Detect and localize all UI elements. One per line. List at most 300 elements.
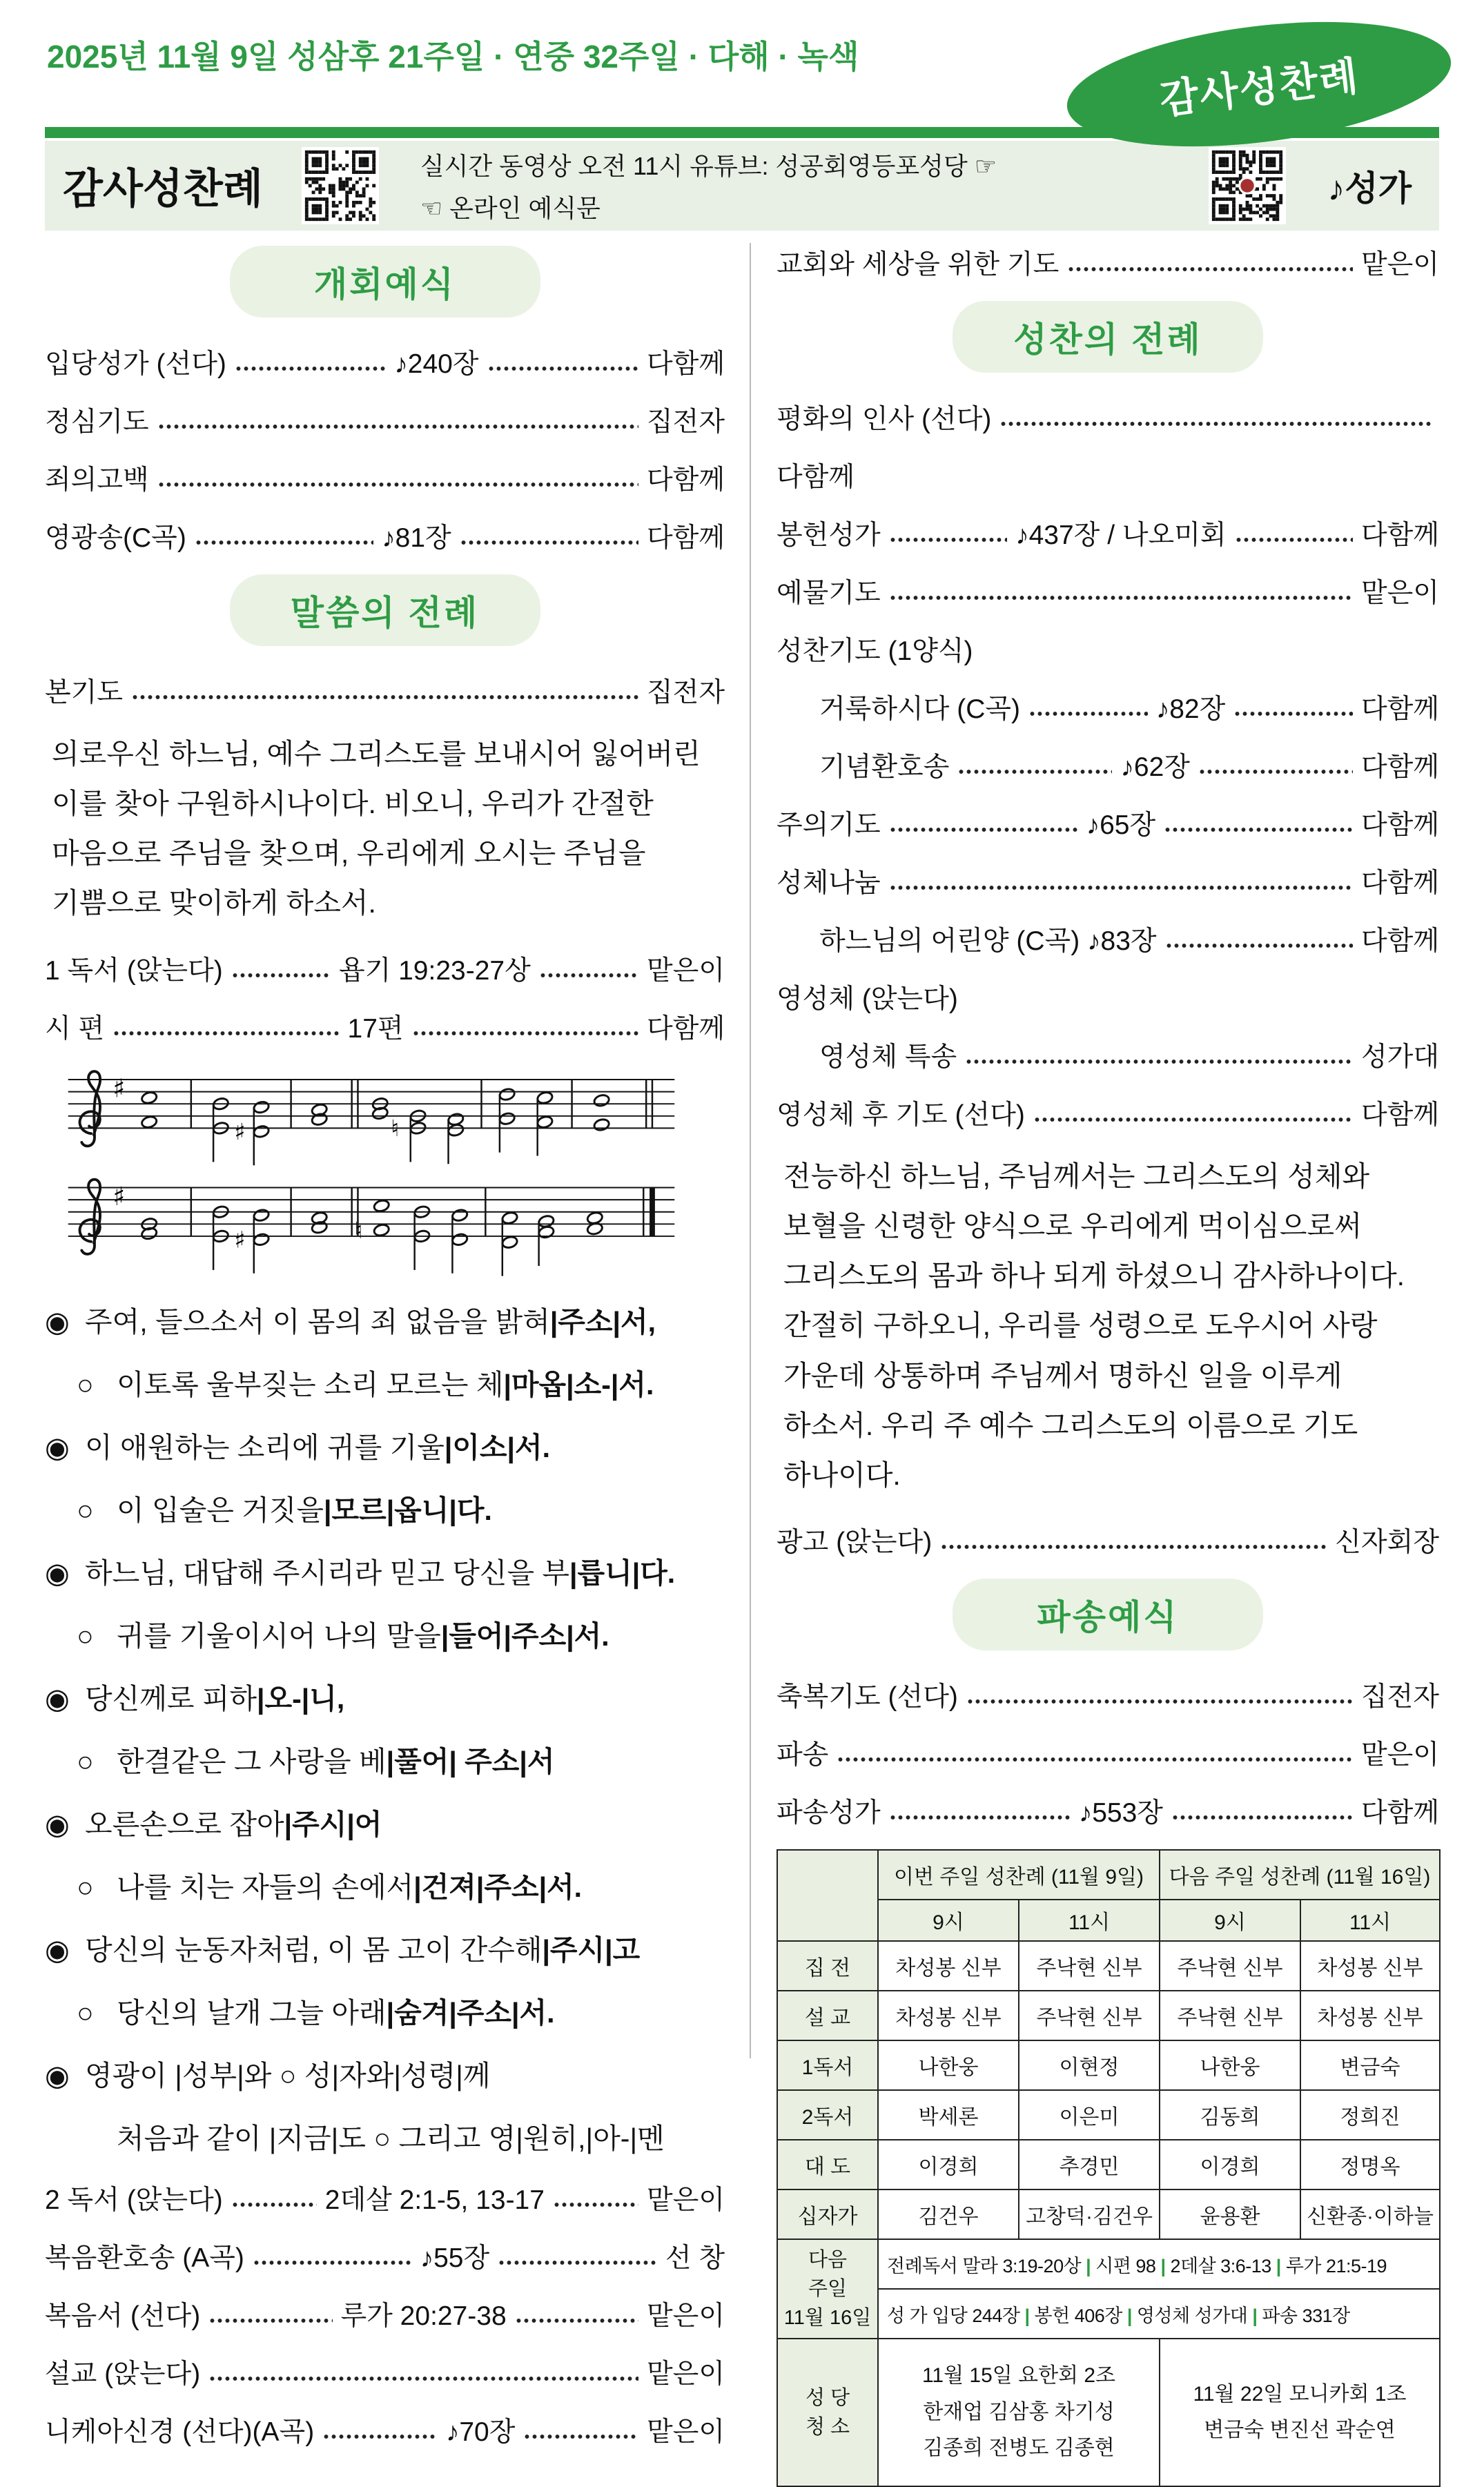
liturgy-minister: 선 창 (665, 2243, 725, 2273)
dot-leader (889, 537, 1007, 543)
liturgy-item-label: 봉헌성가 (777, 520, 881, 550)
table-group-header: 이번 주일 성찬례 (11월 9일) (878, 1850, 1160, 1900)
liturgy-row (45, 516, 725, 555)
dot-leader (208, 2376, 638, 2381)
table-row (777, 2140, 1440, 2189)
cleaning-label (777, 2339, 878, 2486)
reading-ref: 루가 21:5-19 (1285, 2255, 1387, 2276)
cleaning-team-line: 11월 15일 요한회 2조 (921, 2364, 1116, 2388)
dot-leader (1198, 769, 1353, 774)
duty-table (777, 1849, 1441, 2487)
duty-person-cell: 추경민 (1019, 2140, 1160, 2189)
duty-person-cell: 차성봉 신부 (878, 1991, 1019, 2040)
psalm-bullet-icon: ◉ (45, 1682, 70, 1715)
liturgy-minister: 다함께 (1360, 1798, 1440, 1828)
dot-leader (1028, 711, 1148, 716)
svg-text:♯: ♯ (234, 1226, 246, 1254)
liturgy-row (45, 2410, 725, 2449)
liturgy-plain-line: 성찬기도 (1양식) (777, 636, 973, 666)
liturgy-row (777, 243, 1439, 282)
liturgy-row (777, 803, 1439, 842)
dot-leader (1067, 266, 1353, 272)
liturgy-item-label: 주의기도 (777, 810, 881, 840)
dot-leader (889, 885, 1353, 890)
psalm-bullet-icon: ○ (77, 1996, 94, 2029)
liturgy-item-label: 니케아신경 (선다)(A곡) (45, 2417, 315, 2447)
cleaning-team-line: 김종희 전병도 김종현 (923, 2437, 1115, 2460)
liturgy-minister: 다함께 (1360, 694, 1439, 724)
liturgy-minister: 집전자 (646, 678, 725, 708)
liturgy-item-label: 영성체 특송 (819, 1042, 957, 1072)
table-group-header-row (777, 1850, 1440, 1900)
cleaning-team-line: 11월 22일 모니카회 1조 (1193, 2382, 1407, 2406)
duty-person-cell: 주낙현 신부 (1160, 1941, 1300, 1991)
liturgy-item-label: 정심기도 (45, 407, 149, 437)
psalm-verse-line (45, 1425, 725, 1465)
dot-leader (231, 973, 331, 978)
dot-leader (131, 694, 638, 700)
dot-leader (157, 482, 638, 487)
psalm-bullet-icon: ◉ (45, 1557, 70, 1589)
liturgy-item-label: 파송 (777, 1740, 829, 1771)
liturgy-hymn-number: 루가 20:27-38 (340, 2301, 507, 2331)
table-group-header: 다음 주일 성찬례 (11월 16일) (1160, 1850, 1440, 1900)
psalm-chant-bold: |모르|옵니|다. (324, 1494, 492, 1526)
liturgy-item-label: 설교 (앉는다) (45, 2359, 201, 2389)
dot-leader (1033, 1117, 1353, 1122)
table-time-header: 11시 (1300, 1900, 1440, 1941)
dot-leader (940, 1544, 1327, 1550)
prayer-line: 보혈을 신령한 양식으로 우리에게 먹이심으로써 (783, 1210, 1362, 1242)
reading-ref: 시편 98 (1095, 2255, 1156, 2276)
liturgy-row (777, 919, 1439, 958)
psalm-bullet-icon: ◉ (45, 1431, 70, 1463)
live-stream-line: 실시간 동영상 오전 11시 유튜브: 성공회영등포성당 ☞ (420, 152, 997, 180)
liturgy-hymn-number: ♪437장 / 나오미회 (1015, 520, 1227, 550)
prayer-line: 마음으로 주님을 찾으며, 우리에게 오시는 주님을 (52, 837, 646, 870)
green-separator: | (1160, 2255, 1166, 2276)
section-header-label: 파송예식 (1037, 1598, 1179, 1637)
liturgy-minister: 신자회장 (1335, 1528, 1439, 1558)
green-separator: | (1126, 2305, 1132, 2326)
table-time-header: 11시 (1019, 1900, 1160, 1941)
duty-person-cell: 정희진 (1300, 2090, 1440, 2140)
dot-leader (889, 1815, 1071, 1820)
liturgy-minister: 다함께 (1360, 752, 1439, 782)
duty-role-label: 1독서 (777, 2040, 878, 2090)
liturgy-item-label: 기념환호송 (819, 752, 950, 782)
liturgy-minister: 맡은이 (646, 2359, 725, 2389)
psalm-text: 이토록 울부짖는 소리 모르는 체 (117, 1368, 504, 1401)
psalm-chant-bold: |주시|고 (542, 1933, 641, 1966)
liturgy-hymn-number: ♪553장 (1078, 1798, 1163, 1828)
psalm-text: 당신의 날개 그늘 아래 (117, 1996, 387, 2029)
cleaning-label-line: 청 소 (805, 2416, 850, 2439)
liturgy-item-label: 평화의 인사 (선다) (777, 404, 992, 434)
next-week-readings-row (777, 2239, 1440, 2289)
section-header-label: 말씀의 전례 (290, 594, 480, 632)
left-column (45, 243, 725, 2468)
column-divider (750, 243, 751, 2058)
duty-person-cell: 차성봉 신부 (1300, 1941, 1440, 1991)
liturgy-minister: 맡은이 (646, 2185, 725, 2215)
next-week-readings (878, 2239, 1440, 2289)
liturgy-row (777, 861, 1439, 900)
liturgy-row (777, 398, 1439, 436)
liturgy-row (45, 342, 725, 381)
liturgy-row (777, 687, 1439, 726)
cleaning-team-line: 변금숙 변진선 곽순연 (1204, 2419, 1396, 2442)
dot-leader (253, 2260, 412, 2265)
liturgy-row (777, 1093, 1439, 1132)
liturgy-minister: 다함께 (646, 349, 725, 379)
duty-person-cell: 정명옥 (1300, 2140, 1440, 2189)
next-week-label-line: 11월 16일 (783, 2307, 872, 2330)
liturgy-row (777, 514, 1439, 552)
dot-leader (322, 2434, 438, 2439)
hymn-ref: 파송 331장 (1262, 2305, 1350, 2326)
psalm-chant-staves (61, 1065, 683, 1279)
dot-leader (1233, 711, 1353, 716)
service-info-bar (45, 141, 1439, 231)
duty-role-label: 2독서 (777, 2090, 878, 2140)
liturgy-row (45, 1007, 725, 1046)
dot-leader (1165, 943, 1353, 948)
psalm-verse-line (45, 1990, 725, 2031)
green-separator: | (1024, 2305, 1030, 2326)
reading-ref: 말라 3:19-20상 (962, 2255, 1082, 2276)
prayer-paragraph (52, 729, 725, 928)
liturgy-row (777, 1521, 1439, 1559)
prayer-paragraph (783, 1151, 1439, 1500)
table-row (777, 1941, 1440, 1991)
dot-leader (498, 2260, 657, 2265)
liturgy-row (45, 671, 725, 710)
dot-leader (966, 1699, 1353, 1704)
dot-leader (1235, 537, 1353, 543)
liturgy-minister: 다함께 (646, 465, 725, 495)
svg-text:♯: ♯ (113, 1180, 126, 1211)
liturgy-minister: 집전자 (1360, 1682, 1439, 1713)
liturgy-minister: 다함께 (1360, 926, 1439, 956)
psalm-bullet-icon: ◉ (45, 1808, 70, 1840)
cleaning-team-line: 한재업 김삼홍 차기성 (923, 2400, 1115, 2423)
prayer-line: 이를 찾아 구원하시나이다. 비오니, 우리가 간절한 (52, 788, 654, 820)
liturgy-item-label: 입당성가 (선다) (45, 349, 226, 379)
prayer-line: 가운데 상통하며 주님께서 명하신 일을 이루게 (783, 1359, 1343, 1392)
liturgy-minister: 맡은이 (1360, 1740, 1439, 1771)
hymn-ref: 봉헌 406장 (1034, 2305, 1122, 2326)
duty-person-cell: 이은미 (1019, 2090, 1160, 2140)
liturgy-row (45, 458, 725, 497)
duty-person-cell: 주낙현 신부 (1019, 1991, 1160, 2040)
liturgy-minister: 맡은이 (646, 2417, 725, 2447)
cleaning-label-line: 성 당 (805, 2387, 850, 2410)
psalm-chant-bold: |릅니|다. (569, 1557, 676, 1589)
cleaning-team-cell (1160, 2339, 1440, 2486)
psalm-bullet-icon: ○ (77, 1368, 94, 1401)
psalm-text: 당신의 눈동자처럼, 이 몸 고이 간수해 (85, 1933, 543, 1966)
liturgy-minister: 맡은이 (1360, 578, 1439, 608)
psalm-verse-line (45, 1488, 725, 1528)
liturgy-row (45, 400, 725, 439)
liturgy-hymn-number: 2데살 2:1-5, 13-17 (324, 2185, 545, 2215)
duty-person-cell: 김건우 (878, 2189, 1019, 2239)
duty-role-label: 집 전 (777, 1941, 878, 1991)
liturgy-row (777, 1733, 1439, 1772)
liturgy-item-label: 영성체 후 기도 (선다) (777, 1100, 1025, 1130)
liturgy-row (45, 2178, 725, 2217)
psalm-chant-notation (61, 1065, 725, 1282)
qr-code-online-liturgy-icon (302, 147, 379, 224)
duty-person-cell: 차성봉 신부 (878, 1941, 1019, 1991)
duty-person-cell: 윤용환 (1160, 2189, 1300, 2239)
liturgy-minister: 다함께 (1360, 868, 1439, 898)
prayer-line: 의로우신 하느님, 예수 그리스도를 보내시어 잃어버린 (52, 738, 701, 770)
section-header (230, 246, 540, 318)
liturgy-item-label: 거룩하시다 (C곡) (819, 694, 1021, 724)
liturgy-item-label: 죄의고백 (45, 465, 149, 495)
dot-leader (553, 2202, 638, 2207)
psalm-verse-line (45, 1676, 725, 1717)
table-row (777, 2040, 1440, 2090)
psalm-bullet-icon: ◉ (45, 1933, 70, 1966)
duty-person-cell: 변금숙 (1300, 2040, 1440, 2090)
svg-text:♯: ♯ (234, 1118, 246, 1145)
duty-person-cell: 이경희 (878, 2140, 1019, 2189)
next-week-label-line: 다음 (808, 2249, 848, 2272)
liturgy-item-label: 2 독서 (앉는다) (45, 2185, 223, 2215)
table-corner-cell (777, 1850, 878, 1941)
liturgy-minister: 맡은이 (1360, 250, 1439, 280)
table-time-header: 9시 (1160, 1900, 1300, 1941)
dot-leader (231, 2202, 317, 2207)
psalm-bullet-icon: ◉ (45, 1305, 70, 1338)
dot-leader (208, 2318, 332, 2323)
duty-person-cell: 김동희 (1160, 2090, 1300, 2140)
liturgy-row (777, 1035, 1439, 1074)
liturgy-row (45, 2352, 725, 2391)
psalm-bullet-icon: ○ (77, 1871, 94, 1903)
online-liturgy-line: ☜ 온라인 예식문 (420, 194, 601, 222)
service-title: 감사성찬례 (63, 166, 263, 212)
duty-person-cell: 이경희 (1160, 2140, 1300, 2189)
cleaning-row (777, 2339, 1440, 2486)
dot-leader (889, 595, 1353, 601)
liturgy-row (45, 2294, 725, 2333)
eucharist-badge-label: 감사성찬례 (1157, 53, 1362, 123)
cleaning-team-cell (878, 2339, 1160, 2486)
liturgy-item-label: 교회와 세상을 위한 기도 (777, 250, 1060, 280)
dot-leader (157, 424, 638, 429)
dot-leader (195, 540, 373, 545)
dot-leader (837, 1757, 1353, 1762)
duty-person-cell: 나한웅 (878, 2040, 1019, 2090)
next-week-label (777, 2239, 878, 2339)
liturgy-hymn-number: ♪62장 (1120, 752, 1190, 782)
liturgy-hymn-number: ♪70장 (445, 2417, 516, 2447)
psalm-text: 당신께로 피하 (85, 1682, 257, 1715)
liturgy-item-label: 1 독서 (앉는다) (45, 955, 223, 986)
dot-leader (1164, 827, 1353, 832)
dot-leader (113, 1031, 339, 1036)
liturgy-hymn-number: 욥기 19:23-27상 (338, 955, 531, 986)
psalm-verse-line (45, 2053, 725, 2094)
liturgy-item-label: 복음서 (선다) (45, 2301, 201, 2331)
duty-person-cell: 이현정 (1019, 2040, 1160, 2090)
duty-person-cell: 차성봉 신부 (1300, 1991, 1440, 2040)
psalm-text: 처음과 같이 |지금|도 ○ 그리고 영|원히,|아-|멘 (117, 2122, 665, 2154)
liturgy-item-label: 광고 (앉는다) (777, 1528, 933, 1558)
psalm-verse-line (45, 1299, 725, 1340)
psalm-bullet-icon: ○ (77, 1494, 94, 1526)
duty-person-cell: 박세론 (878, 2090, 1019, 2140)
reading-ref: 2데살 3:6-13 (1170, 2255, 1271, 2276)
psalm-text: 오른손으로 잡아 (85, 1808, 284, 1840)
green-separator: | (1252, 2305, 1258, 2326)
liturgy-row (45, 2236, 725, 2275)
liturgy-hymn-number: 17편 (347, 1013, 404, 1044)
hymnal-label: ♪성가 (1327, 169, 1412, 208)
next-week-hymns (878, 2289, 1440, 2339)
liturgy-item-label: 파송성가 (777, 1798, 881, 1828)
liturgy-minister: 맡은이 (646, 955, 725, 986)
psalm-text: 이 입술은 거짓을 (117, 1494, 324, 1526)
psalm-chant-bold: |풀어| 주소|서 (386, 1745, 555, 1777)
dot-leader (460, 540, 638, 545)
psalm-bullet-icon: ○ (77, 1745, 94, 1777)
table-row (777, 1991, 1440, 2040)
psalm-text: 영광이 |성부|와 ○ 성|자와|성령|께 (85, 2059, 491, 2091)
duty-person-cell: 나한웅 (1160, 2040, 1300, 2090)
dot-leader (957, 769, 1112, 774)
liturgy-minister: 다함께 (1360, 810, 1440, 840)
service-info-text (400, 147, 1189, 224)
psalm-chant-bold: |주시|어 (284, 1808, 382, 1840)
green-separator: | (1276, 2255, 1281, 2276)
psalm-verse-line (45, 1927, 725, 1968)
svg-text:♮: ♮ (391, 1114, 400, 1142)
dot-leader (487, 366, 638, 371)
hymns-label: 성 가 (887, 2305, 933, 2326)
qr-code-youtube-icon (1209, 147, 1286, 224)
psalm-chant-bold: |이소|서. (444, 1431, 550, 1463)
psalm-text: 귀를 기울이시어 나의 말을 (117, 1619, 441, 1652)
page-header-date: 2025년 11월 9일 성삼후 21주일 · 연중 32주일 · 다해 · 녹색 (47, 39, 859, 75)
dot-leader (999, 421, 1431, 427)
liturgy-item-label: 성체나눔 (777, 868, 881, 898)
liturgy-row (45, 949, 725, 988)
readings-label: 전례독서 (887, 2255, 963, 2276)
liturgy-item-label: 시 편 (45, 1013, 105, 1044)
dot-leader (1171, 1815, 1353, 1820)
psalm-chant-bold: |마옵|소-|서. (503, 1368, 654, 1401)
liturgy-row (777, 572, 1439, 610)
dot-leader (412, 1031, 638, 1036)
svg-text:♯: ♯ (113, 1073, 126, 1104)
liturgy-item-label: 복음환호송 (A곡) (45, 2243, 244, 2273)
liturgy-item-label: 축복기도 (선다) (777, 1682, 958, 1713)
dot-leader (965, 1059, 1353, 1064)
prayer-line: 기쁨으로 맞이하게 하소서. (52, 887, 376, 919)
psalm-text: 하느님, 대답해 주시리라 믿고 당신을 부 (85, 1557, 570, 1589)
psalm-chant-bold: |건져|주소|서. (413, 1871, 583, 1903)
section-header (953, 301, 1263, 373)
liturgy-plain-line: 영성체 (앉는다) (777, 984, 958, 1014)
prayer-line: 하나이다. (783, 1459, 901, 1491)
dot-leader (515, 2318, 638, 2323)
section-header-label: 개회예식 (313, 265, 456, 304)
next-week-label-line: 주일 (808, 2278, 848, 2301)
hymn-ref: 입당 244장 (932, 2305, 1020, 2326)
psalm-bullet-icon: ◉ (45, 2059, 70, 2091)
psalm-verse-line (45, 1864, 725, 1905)
dot-leader (539, 973, 638, 978)
prayer-line: 간절히 구하오니, 우리를 성령으로 도우시어 사랑 (783, 1309, 1378, 1342)
table-time-header: 9시 (878, 1900, 1019, 1941)
psalm-verse-line (45, 1362, 725, 1403)
liturgy-minister: 다함께 (646, 1013, 725, 1044)
svg-text:♮: ♮ (354, 1216, 363, 1244)
hymn-ref: 영성체 성가대 (1136, 2305, 1248, 2326)
liturgy-row (777, 1675, 1439, 1714)
section-header (230, 574, 540, 646)
psalm-verse-line (45, 1739, 725, 1779)
liturgy-minister: 다함께 (1360, 520, 1439, 550)
dot-leader (235, 366, 386, 371)
liturgy-row (777, 1791, 1439, 1830)
liturgy-minister: 다함께 (1360, 1100, 1439, 1130)
table-row (777, 2189, 1440, 2239)
liturgy-hymn-number: ♪240장 (394, 349, 479, 379)
section-header (953, 1579, 1263, 1650)
liturgy-hymn-number: ♪65장 (1086, 810, 1156, 840)
dot-leader (523, 2434, 638, 2439)
prayer-line: 그리스도의 몸과 하나 되게 하셨으니 감사하나이다. (783, 1260, 1405, 1292)
duty-person-cell: 신환종·이하늘 (1300, 2189, 1440, 2239)
psalm-text: 주여, 들으소서 이 몸의 죄 없음을 밝혀 (85, 1305, 550, 1338)
psalm-chant-bold: |주소|서, (549, 1305, 656, 1338)
duty-person-cell: 주낙현 신부 (1160, 1991, 1300, 2040)
liturgy-minister: 다함께 (646, 523, 725, 553)
liturgy-hymn-number: ♪82장 (1155, 694, 1226, 724)
duty-role-label: 설 교 (777, 1991, 878, 2040)
liturgy-plain-line: 다함께 (777, 462, 855, 492)
table-row (777, 2090, 1440, 2140)
psalm-verse-line (45, 1550, 725, 1591)
green-separator: | (1086, 2255, 1091, 2276)
duty-person-cell: 고창덕·김건우 (1019, 2189, 1160, 2239)
liturgy-minister: 집전자 (646, 407, 725, 437)
duty-role-label: 대 도 (777, 2140, 878, 2189)
liturgy-item-label: 본기도 (45, 678, 124, 708)
psalm-verse-line (45, 2116, 725, 2156)
duty-person-cell: 주낙현 신부 (1019, 1941, 1160, 1991)
liturgy-hymn-number: ♪55장 (420, 2243, 490, 2273)
right-column (777, 243, 1439, 2487)
section-header-label: 성찬의 전례 (1013, 320, 1202, 359)
liturgy-hymn-number: ♪81장 (382, 523, 451, 553)
liturgy-row (777, 745, 1439, 784)
liturgy-minister: 맡은이 (646, 2301, 725, 2331)
duty-role-label: 십자가 (777, 2189, 878, 2239)
liturgy-item-label: 하느님의 어린양 (C곡) ♪83장 (819, 926, 1157, 956)
psalm-chant-bold: |숨겨|주소|서. (386, 1996, 555, 2029)
psalm-text: 이 애원하는 소리에 귀를 기울 (85, 1431, 445, 1463)
psalm-text: 나를 치는 자들의 손에서 (117, 1871, 414, 1903)
psalm-verse-line (45, 1802, 725, 1842)
liturgy-item-label: 예물기도 (777, 578, 881, 608)
